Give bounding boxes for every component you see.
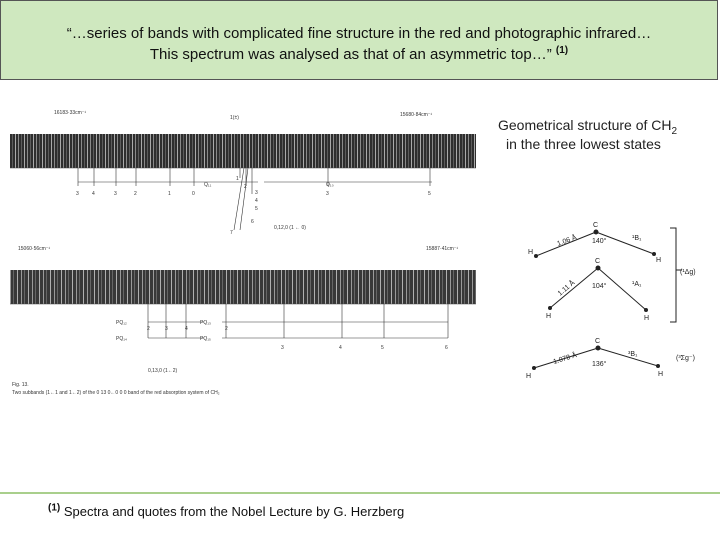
- quote-box: [0, 0, 718, 80]
- state1-atom-c: C: [593, 222, 599, 229]
- top-tick-0: 3: [76, 191, 79, 197]
- state1-bond: 1.06 Å: [556, 234, 578, 248]
- bottom-band-label: 0,13,0 (1←2): [148, 368, 178, 374]
- bottom-branch-label-4: PQ₁₅: [200, 336, 211, 342]
- bottom-branch-label-1: PQ₁₂: [116, 320, 127, 326]
- bottom-left-wavenumber: 15060·56cm⁻¹: [18, 246, 51, 252]
- top-center-label: 1(±): [230, 115, 239, 121]
- state3-atom-h-left: H: [526, 373, 532, 380]
- state3-angle: 136°: [592, 361, 607, 368]
- top-tick-10: 5: [255, 206, 258, 212]
- bottom-tick-7: 6: [445, 345, 448, 351]
- top-right-wavenumber: 15680·84cm⁻¹: [400, 112, 433, 118]
- top-tick-9: 4: [255, 198, 258, 204]
- top-tick-4: 1: [168, 191, 171, 197]
- bottom-tick-2: 4: [185, 326, 188, 332]
- quote-footnote-marker: (1): [555, 45, 569, 56]
- spectra-figure: [8, 100, 480, 410]
- top-left-wavenumber: 16183·33cm⁻¹: [54, 110, 87, 116]
- state1-atom-h-right: H: [656, 257, 662, 264]
- quote-line-1: “…series of bands with complicated fine structure in the red and photographic infrared…: [66, 25, 652, 42]
- geometry-caption-subscript: 2: [671, 125, 678, 137]
- bottom-tick-4: 3: [281, 345, 284, 351]
- state2-angle: 104°: [592, 283, 607, 290]
- footnote-text: Spectra and quotes from the Nobel Lecture by G. Herzberg: [63, 504, 405, 519]
- state2-bond: 1.11 Å: [556, 279, 577, 298]
- top-tick-5: 0: [192, 191, 195, 197]
- bottom-tick-0: 2: [147, 326, 150, 332]
- bottom-tick-1: 3: [165, 326, 168, 332]
- geometry-caption-line1: [498, 117, 678, 137]
- geometry-caption-prefix: Geometrical structure of CH: [498, 117, 672, 133]
- top-tick-2: 3: [114, 191, 117, 197]
- state3-atom-c: C: [595, 338, 601, 345]
- state2-atom-h-right: H: [644, 315, 650, 322]
- top-branch-label-1: Q₁₁: [204, 182, 212, 188]
- top-spectrum-strip: [10, 134, 476, 168]
- quote-line-2: [1, 44, 717, 65]
- bottom-right-wavenumber: 15887·41cm⁻¹: [426, 246, 459, 252]
- top-tick-6: 1: [236, 176, 239, 182]
- bottom-branch-label-3: PQ₁₄: [116, 336, 127, 342]
- state1-atom-h-left: H: [528, 249, 534, 256]
- state2-atom-c: C: [595, 258, 601, 265]
- state3-atom-h-right: H: [658, 371, 664, 378]
- footnote: [48, 504, 404, 519]
- top-tick-12: 7: [230, 230, 233, 236]
- state3-bond: 1.078 Å: [552, 352, 578, 366]
- top-tick-8: 3: [255, 190, 258, 196]
- state1-label: ¹B₁: [632, 235, 642, 242]
- top-branch-label-2: Q₁₀: [326, 182, 334, 188]
- state3-term: (³Σg⁻): [676, 355, 695, 362]
- molecule-diagram: [520, 210, 720, 390]
- fig-caption-title: Fig. 13.: [12, 382, 29, 388]
- top-tick-7: 2: [244, 184, 247, 190]
- top-tick-13: 3: [326, 191, 329, 197]
- footnote-marker: (1): [48, 502, 61, 514]
- state3-label: ³B₁: [628, 351, 638, 358]
- top-tick-14: 5: [428, 191, 431, 197]
- geometry-caption-line2: in the three lowest states: [506, 136, 661, 152]
- bottom-branch-label-2: PQ₁₃: [200, 320, 211, 326]
- top-tick-1: 4: [92, 191, 95, 197]
- footer-divider: [0, 492, 720, 494]
- bottom-tick-3: 2: [225, 326, 228, 332]
- state2-label: ¹A₁: [632, 281, 642, 288]
- state2-atom-h-left: H: [546, 313, 552, 320]
- bottom-spectrum-strip: [10, 270, 476, 304]
- top-tick-11: 6: [251, 219, 254, 225]
- top-band-label: 0,12,0 (1 ← 0): [274, 225, 306, 231]
- bottom-tick-lines: [148, 304, 448, 338]
- state1-angle: 140°: [592, 238, 607, 245]
- geometry-caption: [498, 116, 712, 154]
- bottom-tick-5: 4: [339, 345, 342, 351]
- fig-caption-text: Two subbands (1←1 and 1←2) of the 0 13 0←0 0 0 band of the red absorption system of CH₂: [12, 390, 220, 396]
- quote-line-2-text: This spectrum was analysed as that of an asymmetric top…”: [149, 46, 552, 63]
- state1-term: (¹Δg): [680, 269, 696, 276]
- bottom-tick-6: 5: [381, 345, 384, 351]
- top-tick-3: 2: [134, 191, 137, 197]
